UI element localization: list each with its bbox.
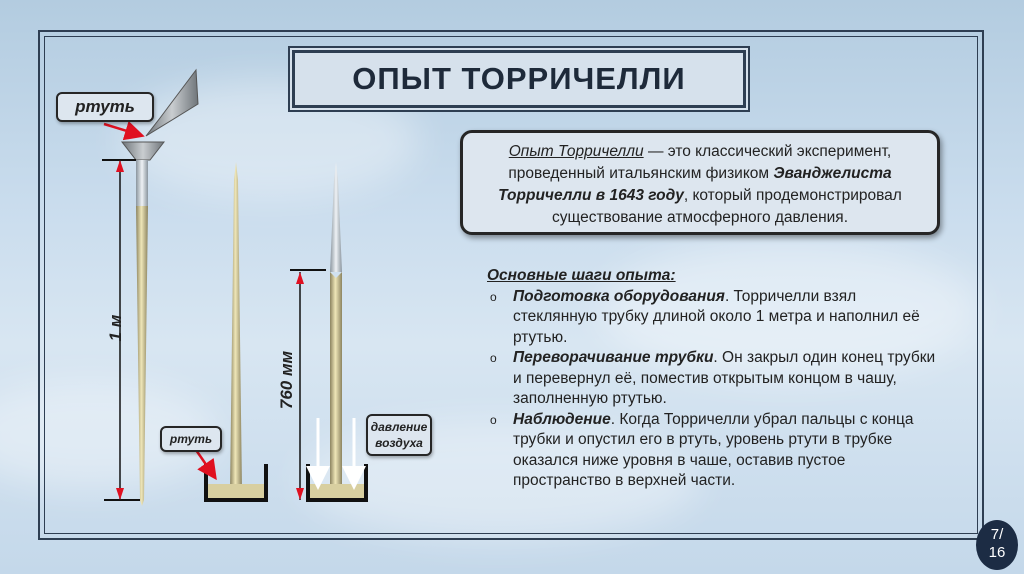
list-item <box>473 410 943 492</box>
definition-part2: , который продемонстрировал существование атмосферного давления. <box>552 187 902 226</box>
steps-section <box>473 266 943 492</box>
label-1m: 1 м <box>106 314 125 342</box>
steps-list <box>473 287 943 492</box>
label-760mm: 760 мм <box>277 350 296 410</box>
mercury-label-top: ртуть <box>56 92 154 122</box>
list-item <box>473 287 943 349</box>
bullet-icon: o <box>490 351 497 365</box>
mercury-label-small: ртуть <box>160 426 222 452</box>
steps-header: Основные шаги опыта: <box>487 267 676 284</box>
bullet-icon: o <box>490 289 497 304</box>
list-item <box>473 348 943 410</box>
page-number-badge <box>976 520 1018 570</box>
step-text: . Торричелли взял стеклянную трубку длиной около 1 метра и наполнил её ртутью. <box>513 287 920 346</box>
definition-term: Опыт Торричелли <box>508 143 644 160</box>
bullet-icon: o <box>490 412 497 427</box>
step-title: Подготовка оборудования <box>513 287 725 305</box>
title-box <box>292 50 746 108</box>
page-current: 7/ <box>990 526 1004 543</box>
page-title: ОПЫТ ТОРРИЧЕЛЛИ <box>352 61 686 96</box>
air-pressure-label: давление воздуха <box>366 414 432 456</box>
step-title: Переворачивание трубки <box>513 349 714 366</box>
page-total: 16 <box>988 544 1006 561</box>
step-title: Наблюдение <box>513 410 611 428</box>
step-text: . Когда Торричелли убрал пальцы с конца трубки и опустил его в ртуть, уровень ртути в трубке оказался ниже уровня в чаше, оставив пустое пространство в верхней части. <box>513 410 914 489</box>
definition-name: Эванджелиста Торричелли в 1643 году <box>498 165 892 204</box>
step-text: . Он закрыл один конец трубки и перевернул её, поместив открытым концом в чашу, заполненную ртутью. <box>513 349 936 407</box>
definition-part1: — это классический эксперимент, проведенный итальянским физиком <box>508 143 892 182</box>
definition-box <box>460 130 940 235</box>
